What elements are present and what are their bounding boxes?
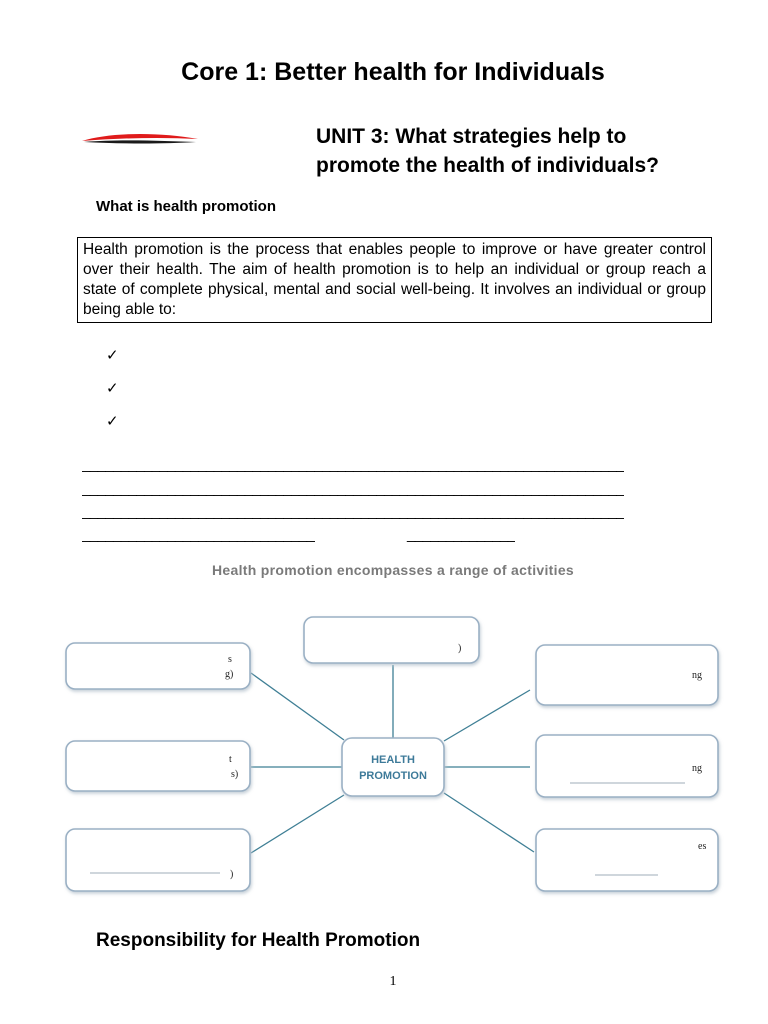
section-heading-responsibility — [82, 930, 420, 952]
unit-heading-line-1: UNIT 3: What strategies help to — [316, 125, 627, 148]
box-left-bottom-fragment: ) — [230, 869, 234, 880]
activity-box-top — [304, 617, 479, 663]
box-left-top-fragment: g) — [225, 669, 234, 680]
center-label-line-1: HEALTH — [371, 754, 415, 766]
answer-line[interactable]: ______________________________________________________________________ — [82, 456, 624, 473]
definition-box: Health promotion is the process that enables people to improve or have greater control over their health. The aim of health promotion is to help an individual or group reach a state of complete physical, mental and social well-being. It involves an individual or group being able to: — [77, 237, 712, 323]
activity-box-right-bottom — [536, 829, 718, 891]
checkmark-icon: ✓ — [106, 380, 119, 397]
checkmark-icon: ✓ — [106, 347, 119, 364]
page-number: 1 — [389, 974, 397, 989]
box-left-middle-fragment: t — [229, 754, 232, 765]
activity-box-right-top — [536, 645, 718, 705]
activity-box-right-middle — [536, 735, 718, 797]
page-title: Core 1: Better health for Individuals — [181, 58, 605, 86]
box-right-bottom-fragment: es — [698, 841, 707, 852]
section-heading-text: Responsibility for Health Promotion — [96, 930, 421, 951]
center-box — [342, 738, 444, 796]
section-heading-what-is-health-promotion — [82, 198, 276, 215]
checkmark-icon: ✓ — [106, 413, 119, 430]
box-right-top-fragment: ng — [692, 670, 702, 681]
unit-heading — [316, 122, 659, 180]
box-right-middle-fragment: ng — [692, 763, 702, 774]
activity-box-left-top — [66, 643, 250, 689]
box-top-fragment: ) — [458, 643, 462, 654]
answer-line[interactable]: ______________________________________________________________________ — [82, 480, 624, 497]
unit-heading-line-2: promote the health of individuals? — [316, 154, 660, 177]
activity-box-left-bottom — [66, 829, 250, 891]
answer-line[interactable]: ______________________________ ______________ — [82, 526, 516, 543]
health-promotion-diagram — [60, 605, 750, 905]
center-label-line-2: PROMOTION — [359, 770, 427, 782]
answer-line[interactable]: ______________________________________________________________________ — [82, 503, 624, 520]
box-left-top-fragment: s — [228, 654, 232, 665]
activity-box-left-middle — [66, 741, 250, 791]
box-left-middle-fragment: s) — [231, 769, 239, 780]
section-heading-text: What is health promotion — [96, 198, 276, 215]
red-swoosh-decoration — [80, 130, 200, 148]
diagram-caption: Health promotion encompasses a range of activities — [212, 562, 574, 578]
